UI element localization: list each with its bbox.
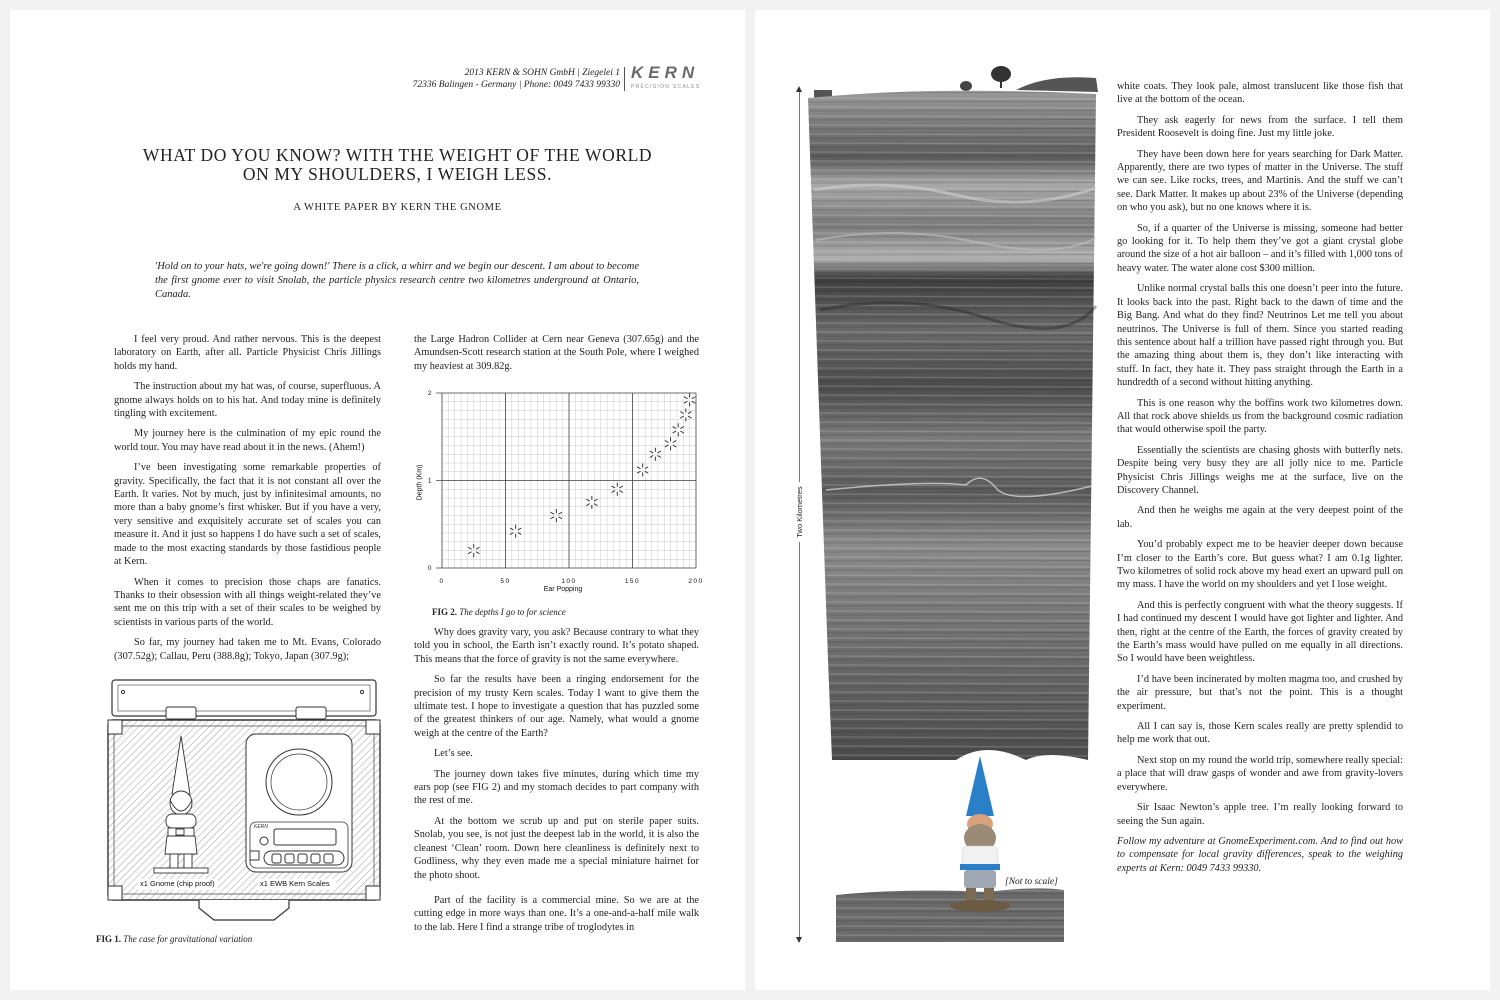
paragraph: And this is perfectly congruent with what the theory suggests. If I had continued my descent I would have got lighter and lighter. And then, right at the centre of the Earth, the forces of gravity created by the Earth’s mass would have pulled on me equally in all directions. So I would have been weightless. — [1117, 599, 1403, 665]
paragraph: My journey here is the culmination of my epic round the world tour. You may have read about it in the news. (Ahem!) — [114, 428, 381, 453]
fig2-chart — [408, 384, 708, 599]
paragraph: They have been down here for years searching for Dark Matter. Apparently, there are two types of matter in the Universe. The stuff we can see. Like rocks, trees, and Martinis. And the stuff we can’t see. Dark Matter. It makes up about 23% of the Universe (depending on who you ask), but no one knows where it is. — [1117, 148, 1403, 214]
address-line-1: 2013 KERN & SOHN GmbH | Ziegelei 1 — [464, 68, 620, 78]
column-3 — [1117, 80, 1403, 882]
paragraph: They ask eagerly for news from the surface. I tell them President Roosevelt is doing fine. Just my little joke. — [1117, 114, 1403, 140]
two-kilometres-label: Two Kilometres — [794, 482, 806, 542]
column-1 — [114, 333, 381, 670]
fig1-label-gnome: x1 Gnome (chip proof) — [140, 879, 215, 888]
chart-ylabel: Depth (Km) — [416, 464, 424, 501]
fig1-caption-text: The case for gravitational variation — [123, 934, 253, 944]
svg-text:1: 1 — [427, 477, 433, 485]
page-subtitle: A WHITE PAPER BY KERN THE GNOME — [293, 202, 502, 213]
fig1-label: FIG 1. — [96, 934, 122, 944]
paragraph: Sir Isaac Newton’s apple tree. I’m really looking forward to seeing the Sun again. — [1117, 802, 1403, 827]
paragraph: Next stop on my round the world trip, somewhere really special: a place that will draw gasps of wonder and awe from gravity-lovers everywhere. — [1117, 754, 1403, 793]
paragraph: I’ve been investigating some remarkable properties of gravity. Specifically, the fact that it is not constant all over the Earth. It varies. Not by much, just by infinitesimal amounts, no more than a baby gnome’s first whisker. But if you have a very, very sensitive and exquisitely accurate set of scales you can measure it. And it just so happens I do have such a set of scales, made to the most exacting standards by those fastidious people at Kern. — [114, 462, 381, 568]
arrow-up-icon — [796, 86, 802, 92]
company-address — [400, 67, 620, 91]
page-title — [100, 146, 695, 184]
svg-text:100: 100 — [561, 578, 577, 585]
paragraph: Let’s see. — [434, 748, 473, 760]
svg-text:200: 200 — [688, 578, 704, 585]
paragraph: The instruction about my hat was, of course, superfluous. A gnome always holds on to his hat. And today mine is definitely tingling with excitement. — [114, 381, 381, 420]
paragraph: And then he weighs me again at the very deepest point of the lab. — [1117, 505, 1403, 530]
header-divider — [624, 67, 625, 91]
svg-text:KERN: KERN — [254, 824, 268, 830]
column-2-top — [414, 333, 699, 380]
closing-call-to-action: Follow my adventure at GnomeExperiment.com. And to find out how to compensate for local gravity differences, speak to the weighing experts at Kern: 0049 7433 99330. — [1117, 835, 1403, 874]
paragraph: So far the results have been a ringing endorsement for the precision of my trusty Kern scales. Today I want to give them the ultimate test. I hope to investigate a question that has puzzled some of the greatest thinkers of our age. Namely, what would a gnome weigh at the centre of the Earth? — [414, 674, 699, 739]
paragraph: I’d have been incinerated by molten magma too, and crushed by the air pressure, but that’s not the point. This is a thought experiment. — [1117, 673, 1403, 712]
svg-text:50: 50 — [500, 578, 511, 585]
paragraph: I feel very proud. And rather nervous. This is the deepest laboratory on Earth, after all. Particle Physicist Chris Jillings holds my hand. — [114, 334, 381, 372]
paragraph: So far, my journey had taken me to Mt. Evans, Colorado (307.52g); Callau, Peru (388.8g); Tokyo, Japan (307.9g); — [114, 637, 381, 662]
depth-scatter-plot — [408, 384, 708, 599]
svg-text:150: 150 — [624, 578, 641, 585]
paragraph: Essentially the scientists are chasing ghosts with butterfly nets. Despite being very busy they are all jolly nice to me. Particle Physicist Chris Jillings weighs me at the surface, live on the Discovery Channel. — [1117, 444, 1403, 496]
logo-wordmark: KERN — [631, 63, 700, 82]
not-to-scale-note: [Not to scale] — [1005, 877, 1058, 887]
paragraph: This is one reason why the boffins work two kilometres down. All that rock above shields us from the background cosmic radiation that would otherwise spoil the party. — [1117, 397, 1403, 436]
paragraph: You’d probably expect me to be heavier deeper down because I’m closer to the Earth’s core. But guess what? I am 0.1g lighter. Two kilometres of solid rock above my head exert an upward pull on my mass. I have the world on my shoulders and yet I lose weight. — [1117, 539, 1403, 591]
fig2-caption — [432, 607, 566, 617]
title-line-1: WHAT DO YOU KNOW? WITH THE WEIGHT OF THE WORLD — [142, 145, 653, 165]
svg-text:0: 0 — [427, 565, 433, 572]
scales-drawing-icon — [246, 734, 352, 872]
paragraph: So, if a quarter of the Universe is missing, someone had better go looking for it. To help them they’ve got a giant crystal globe around the size of a hot air balloon – and it’s filled with 1,000 tons of heavy water. The water alone cost $300 million. — [1117, 222, 1403, 274]
paragraph: When it comes to precision those chaps are fanatics. Thanks to their obsession with all things weight-related they’ve sent me on this trip with a set of their scales to be weighed by scientists in various parts of the world. — [114, 576, 381, 628]
fig1-caption — [96, 934, 252, 944]
column-2 — [414, 626, 699, 941]
intro-paragraph: 'Hold on to your hats, we're going down!' There is a click, a whirr and we begin our descent. I am about to become the first gnome ever to visit Snolab, the particle physics research centre two kilometres underground at Ontario, Canada. — [155, 261, 639, 300]
svg-text:0: 0 — [439, 578, 445, 585]
svg-text:2: 2 — [427, 390, 433, 397]
fig2-label: FIG 2. — [432, 607, 458, 617]
fig2-caption-text: The depths I go to for science — [459, 607, 566, 617]
paragraph: Why does gravity vary, you ask? Because contrary to what they told you in school, the Earth isn’t exactly round. It’s potato shaped. This means that the force of gravity is not the same everywhere. — [414, 627, 699, 665]
logo-tagline: PRECISION SCALES — [631, 84, 701, 90]
title-line-2: ON MY SHOULDERS, I WEIGH LESS. — [242, 164, 553, 184]
address-line-2: 72336 Balingen - Germany | Phone: 0049 7433 99330 — [412, 80, 620, 90]
kern-logo — [631, 64, 706, 90]
gnome-photo — [940, 752, 1020, 914]
fig1-case-illustration — [104, 676, 386, 924]
paragraph: white coats. They look pale, almost translucent like those fish that live at the bottom of the ocean. — [1117, 81, 1403, 106]
gnome-figure-icon — [940, 752, 1020, 914]
fig1-label-scales: x1 EWB Kern Scales — [260, 879, 330, 888]
paragraph: At the bottom we scrub up and put on sterile paper suits. Snolab, you see, is not just the deepest lab in the world, it is also the cleanest ‘Clean’ room. Down here cleanliness is definitely next to Godliness, why they even made me a special miniature hairnet for the photo shoot. — [414, 815, 699, 881]
paragraph: The journey down takes five minutes, during which time my ears pop (see FIG 2) and my stomach decides to part company with the rest of me. — [414, 768, 699, 807]
paragraph: Unlike normal crystal balls this one doesn’t peer into the future. It looks back into the past. Right back to the dawn of time and the Big Bang. And what do they find? Neutrinos Let me tell you about neutrinos. The Universe is full of them. Since you started reading this sentence about half a trillion have passed right through you. But the amazing thing about them is, they don’t like interacting with stuff. In fact, they hate it. They pass straight through the Earth in a hundredth of a second without hitting anything. — [1117, 283, 1403, 389]
paragraph: the Large Hadron Collider at Cern near Geneva (307.65g) and the Amundsen-Scott research station at the South Pole, where I weighed my heaviest at 309.82g. — [414, 334, 699, 372]
paragraph: All I can say is, those Kern scales really are pretty splendid to help me work that out. — [1117, 721, 1403, 746]
chart-xlabel: Ear Popping — [543, 586, 583, 593]
paragraph: Part of the facility is a commercial mine. So we are at the cutting edge in more ways than one. It’s a one-and-a-half mile walk to the lab. Here I find a strange tribe of troglodytes in — [414, 894, 699, 933]
arrow-down-icon — [796, 937, 802, 943]
